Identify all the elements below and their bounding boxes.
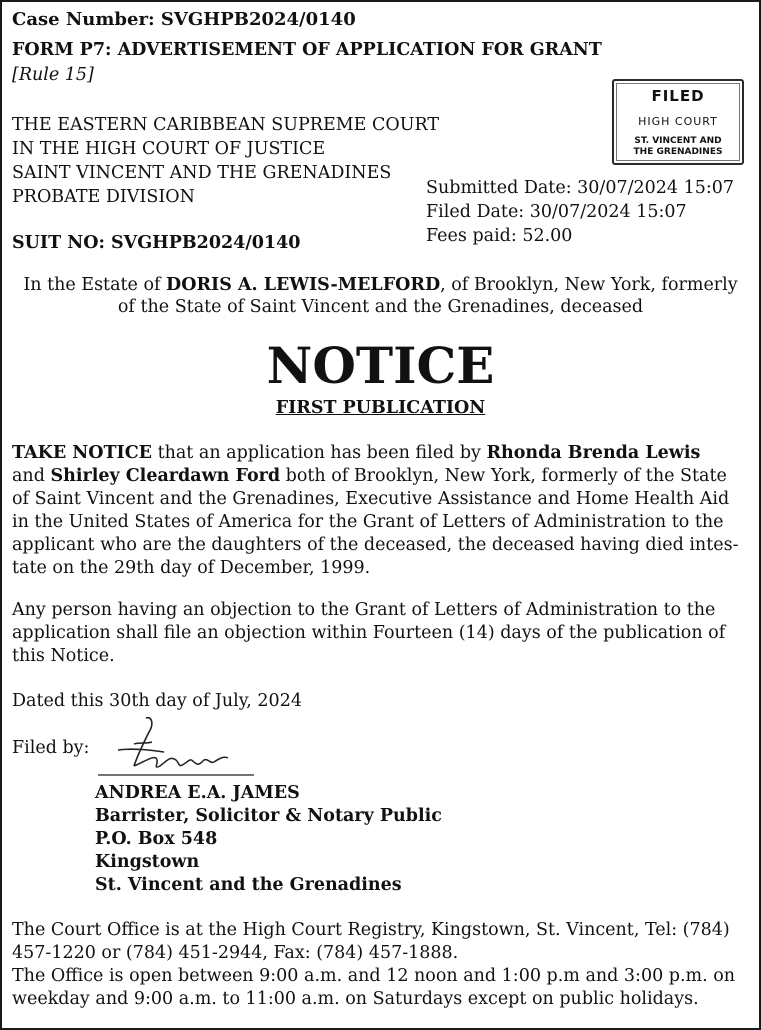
office-line-1: The Court Office is at the High Court Registry, Kingstown, St. Vincent, Tel: (784) (12, 920, 730, 940)
fees-paid: Fees paid: 52.00 (426, 226, 573, 246)
p1-line-3: of Saint Vincent and the Grenadines, Executive Assistance and Home Health Aid (12, 489, 730, 509)
rule-reference: [Rule 15] (12, 65, 94, 85)
form-title: FORM P7: ADVERTISEMENT OF APPLICATION FOR GRANT (12, 40, 602, 60)
p1-text-1: that an application has been filed by (152, 443, 487, 463)
p1-and: and (12, 466, 51, 486)
notice-paragraph-2 (12, 599, 753, 668)
court-line-4: PROBATE DIVISION (12, 187, 195, 207)
applicant-2: Shirley Cleardawn Ford (50, 466, 281, 486)
signer-block (95, 782, 442, 897)
office-line-4: weekday and 9:00 a.m. to 11:00 a.m. on Saturdays except on public holidays. (12, 989, 699, 1009)
estate-line-2: of the State of Saint Vincent and the Grenadines, deceased (117, 297, 644, 317)
signer-name: ANDREA E.A. JAMES (95, 783, 300, 803)
estate-heading (12, 274, 749, 318)
deceased-name: DORIS A. LEWIS-MELFORD (166, 275, 441, 295)
office-line-2: 457-1220 or (784) 451-2944, Fax: (784) 457-1888. (12, 943, 459, 963)
signer-title: Barrister, Solicitor & Notary Public (95, 806, 442, 826)
court-office-info (12, 919, 735, 1011)
estate-suffix: , of Brooklyn, New York, formerly (440, 275, 738, 295)
signer-city: Kingstown (95, 852, 200, 872)
p1-line-6: tate on the 29th day of December, 1999. (12, 558, 371, 578)
filing-info (426, 177, 734, 249)
take-notice: TAKE NOTICE (12, 443, 152, 463)
p2-line-1: Any person having an objection to the Grant of Letters of Administration to the (12, 600, 716, 620)
case-number: Case Number: SVGHPB2024/0140 (12, 9, 356, 30)
dated-line: Dated this 30th day of July, 2024 (12, 691, 302, 711)
signature (94, 714, 259, 780)
court-line-1: THE EASTERN CARIBBEAN SUPREME COURT (12, 115, 440, 135)
p1-line-4: in the United States of America for the Grant of Letters of Administration to the (12, 512, 724, 532)
filed-date: Filed Date: 30/07/2024 15:07 (426, 202, 687, 222)
publication-label (2, 397, 759, 419)
filed-stamp (612, 79, 744, 165)
publication-text: FIRST PUBLICATION (275, 398, 486, 418)
suit-number: SUIT NO: SVGHPB2024/0140 (12, 233, 301, 253)
stamp-line-3: ST. VINCENT AND (634, 136, 722, 146)
court-line-2: IN THE HIGH COURT OF JUSTICE (12, 139, 326, 159)
submitted-date: Submitted Date: 30/07/2024 15:07 (426, 178, 735, 198)
notice-paragraph-1 (12, 442, 753, 580)
stamp-filed: FILED (651, 87, 705, 105)
notice-title: NOTICE (266, 336, 495, 395)
p2-line-2: application shall file an objection within Fourteen (14) days of the publication of (12, 623, 726, 643)
office-line-3: The Office is open between 9:00 a.m. and 12 noon and 1:00 p.m and 3:00 p.m. on (12, 966, 736, 986)
signer-box: P.O. Box 548 (95, 829, 218, 849)
filed-by-label: Filed by: (12, 738, 90, 758)
p1-text-2: both of Brooklyn, New York, formerly of the State (280, 466, 727, 486)
stamp-line-4: THE GRENADINES (633, 147, 723, 157)
signer-country: St. Vincent and the Grenadines (95, 875, 402, 895)
estate-prefix: In the Estate of (23, 275, 167, 295)
applicant-1: Rhonda Brenda Lewis (486, 443, 701, 463)
stamp-high-court: HIGH COURT (638, 115, 718, 128)
court-heading (12, 114, 439, 210)
court-line-3: SAINT VINCENT AND THE GRENADINES (12, 163, 392, 183)
p1-line-5: applicant who are the daughters of the deceased, the deceased having died intes- (12, 535, 739, 555)
p2-line-3: this Notice. (12, 646, 115, 666)
